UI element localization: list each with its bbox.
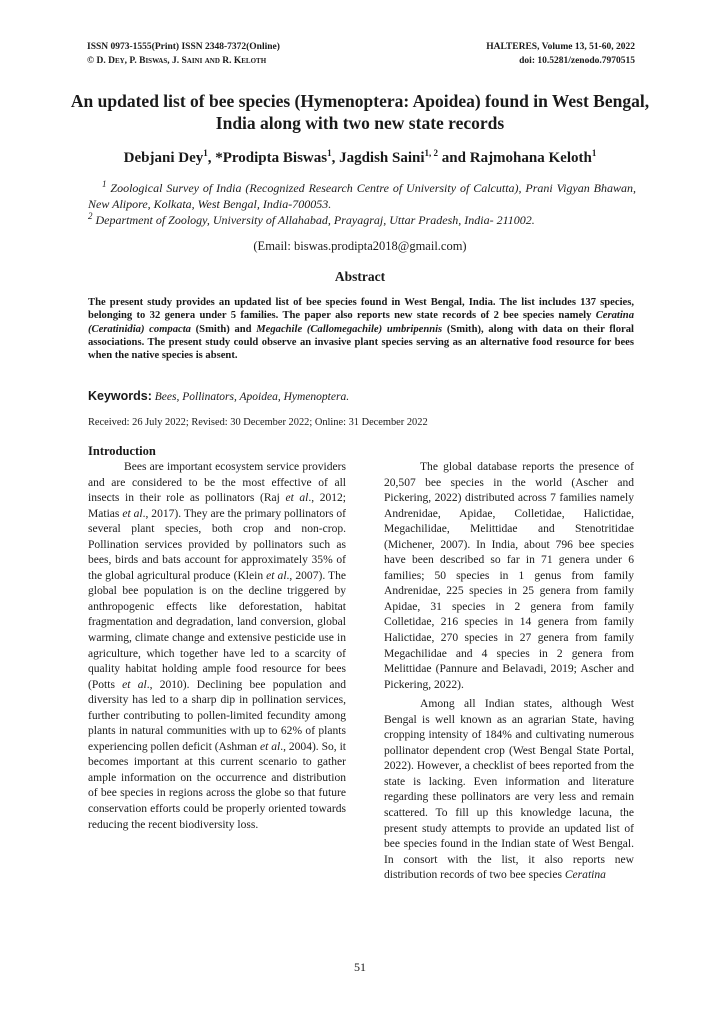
copyright-line: [87, 54, 280, 68]
text-run: et al: [259, 740, 281, 753]
species-name: Ceratina: [564, 869, 606, 882]
affiliation-text: Department of Zoology, University of Allahabad, Prayagraj, Uttar Pradesh, India- 211002.: [95, 213, 535, 227]
corresponding-email[interactable]: (Email: biswas.prodipta2018@gmail.com): [253, 239, 467, 253]
introduction-heading: Introduction: [88, 444, 156, 458]
keywords-value: Bees, Pollinators, Apoidea, Hymenoptera.: [154, 391, 350, 403]
text-run: et al: [285, 492, 309, 505]
abstract-text: (Smith), along with data on their floral associations. The present study could observe an invasive plant species serving as an alternative food resource for bees when the native species is absent.: [88, 323, 634, 362]
abstract-body: [88, 296, 634, 362]
affiliation-mark: 2: [88, 211, 93, 221]
text-run: ., 2017). They are the primary pollinators of several plant species, both crop and non-crop. Pollination services provided by pollinators such as bees, birds and bats account for approximately 35% of the global agricultural produce (Klein: [88, 507, 346, 582]
abstract-text: The present study provides an updated list of bee species found in West Bengal, India. The list includes 137 species, belonging to 32 genera under 5 families. The paper also reports new state records of 2 bee species namely: [88, 297, 634, 322]
author-affiliation-mark: 1: [203, 148, 208, 158]
running-header-left: [87, 40, 280, 68]
author-separator: ,: [207, 150, 216, 166]
species-name: Ceratina (Ceratinidia) compacta: [88, 310, 634, 335]
text-run: ., 2012; Matias: [88, 492, 347, 520]
species-name: Megachile (Callomegachile) umbripennis: [256, 323, 443, 335]
left-column: [88, 460, 346, 833]
author-affiliation-mark: 1, 2: [424, 148, 439, 158]
received-dates: Received: 26 July 2022; Revised: 30 December 2022; Online: 31 December 2022: [88, 417, 428, 428]
text-run: et al: [122, 678, 147, 691]
issn-line: ISSN 0973-1555(Print) ISSN 2348-7372(Online): [87, 42, 280, 52]
abstract-text: (Smith) and: [190, 323, 257, 335]
text-run: et al: [122, 507, 143, 520]
text-run: ., 2004). So, it becomes important at this current scenario to gather ample information on the occurrence and distribution of bee species in regions across the globe so that future conservation efforts could be properly oriented towards reducing the recent biodiversity loss.: [88, 740, 347, 831]
affiliation: [88, 208, 636, 228]
paragraph: [88, 460, 346, 833]
keywords: [88, 388, 634, 405]
author-name: Rajmohana Keloth: [469, 150, 592, 166]
author-separator: and: [438, 150, 470, 166]
paragraph: The global database reports the presence of 20,507 bee species in the world (Ascher and Pickering, 2022) distributed across 7 families namely Andrenidae, Apidae, Colletidae, Halictidae, Megachilidae, Melittidae and Stenotritidae (Michener, 2007). In India, about 796 bee species have been described so far in 71 genera under 6 families; 50 species in 1 genus from family Andrenidae, 225 species in 25 genera from family Apidae, 31 species in 2 genera from family Colletidae, 216 species in 14 genera from family Halictidae, 270 species in 27 genera from family Megachilidae and 4 species in 2 genera from Melittidae (Pannure and Belavadi, 2019; Ascher and Pickering, 2022).: [384, 461, 634, 691]
author-name: Jagdish Saini: [339, 150, 425, 166]
keywords-label: Keywords:: [88, 389, 152, 403]
author-list: [60, 143, 660, 168]
affiliation-mark: 1: [102, 179, 107, 189]
author-affiliation-mark: 1: [327, 148, 332, 158]
text-run: Among all Indian states, although West Bengal is well known as an agrarian State, having cropping intensity of 184% and cultivating numerous pollinator dependent crop (West Bengal State Portal, 2022). However, a checklist of bees reported from the state is lacking. Even information and literature regarding these pollinators are very less and remain scattered. To fill up this knowledge lacuna, the present study attempts to provide an updated list of bee species found in the Indian state of West Bengal. In consort with the list, it also reports new distribution records of two bee species: [384, 698, 634, 882]
text-run: et al: [266, 569, 287, 582]
paragraph: [384, 697, 634, 884]
abstract-heading: Abstract: [334, 269, 386, 284]
copyright-symbol: ©: [87, 56, 95, 66]
author-affiliation-mark: 1: [591, 148, 597, 158]
text-run: ., 2010). Declining bee population and diversity has led to a sharp dip in pollination services, further contributing to pollen-limited fecundity among plants in natural communities with up to 62% of plants experiencing pollen deficit (Ashman: [88, 678, 346, 753]
text-run: ., 2007). The global bee population is on the decline triggered by anthropogenic effects like deforestation, habitat fragmentation and degradation, land conversion, global warming, climate change and extensive pesticide use in agriculture, which together have led to a scarcity of quality habitat holding ample food resource for bees (Potts: [88, 569, 347, 691]
journal-line: HALTERES, Volume 13, 51-60, 2022: [486, 42, 635, 52]
paper-title: An updated list of bee species (Hymenoptera: Apoidea) found in West Bengal, India along with two new state records: [70, 91, 650, 133]
running-header-right: [486, 40, 635, 68]
affiliation-text: Zoological Survey of India (Recognized Research Centre of University of Calcutta), Prani Vigyan Bhawan, New Alipore, Kolkata, West Bengal, India-700053.: [88, 181, 637, 211]
author-name: *Prodipta Biswas: [215, 150, 328, 166]
text-run: Bees are important ecosystem service providers and are considered to be the most effective of all insects in their role as pollinators (Raj: [88, 461, 346, 505]
author-separator: ,: [331, 150, 340, 166]
doi-line[interactable]: doi: 10.5281/zenodo.7970515: [519, 56, 635, 66]
affiliation: [88, 176, 636, 212]
copyright-authors: D. Dey, P. Biswas, J. Saini and R. Keloth: [96, 56, 267, 66]
page-number: 51: [354, 960, 366, 974]
right-column: [384, 460, 634, 884]
author-name: Debjani Dey: [123, 150, 204, 166]
